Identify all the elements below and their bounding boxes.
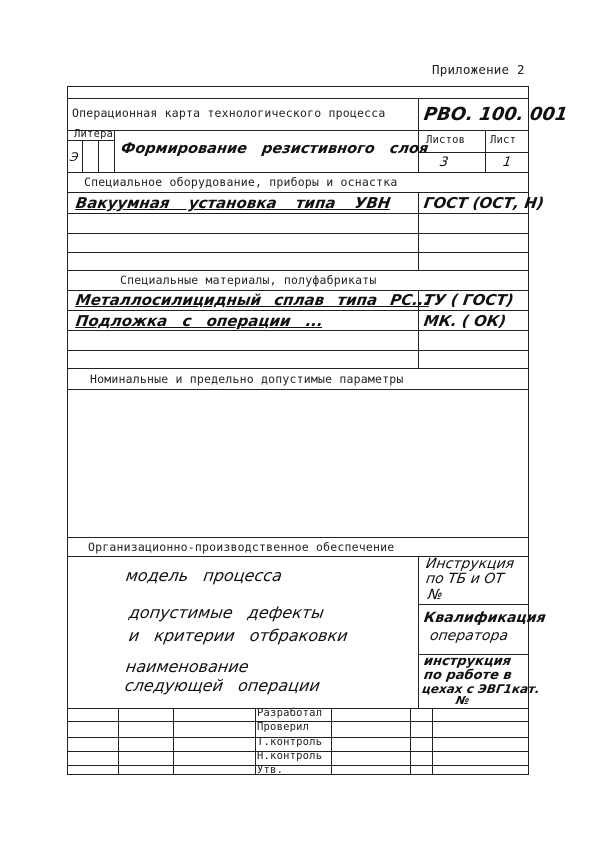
safety-instruction-3: №: [426, 587, 444, 603]
org-process-model: модель процесса: [124, 566, 284, 585]
sign-developed: Разработал: [257, 707, 323, 719]
org-next-name: наименование: [124, 657, 251, 676]
sign-norm-control: Н.контроль: [257, 750, 323, 762]
qualification-1: Квалификация: [422, 610, 547, 626]
parameters-heading: Номинальные и предельно допустимые параметры: [90, 372, 404, 386]
org-defects: допустимые дефекты: [127, 603, 326, 622]
safety-instruction-2: по ТБ и ОТ: [424, 571, 506, 587]
sign-approved: Утв.: [257, 764, 284, 776]
sheets-value: 3: [438, 155, 450, 170]
sign-checked: Проверил: [257, 721, 310, 733]
litera-value: Э: [69, 150, 80, 164]
material-doc-1: ТУ ( ГОСТ): [422, 291, 515, 309]
work-instruction-4: №: [455, 694, 471, 707]
organization-heading: Организационно-производственное обеспечение: [88, 540, 395, 554]
operation-name: Формирование резистивного слоя: [119, 141, 430, 157]
work-instruction-2: по работе в: [422, 668, 513, 683]
card-title: Операционная карта технологического процесса: [72, 106, 386, 120]
materials-heading: Специальные материалы, полуфабрикаты: [120, 273, 377, 287]
material-name-2: Подложка с операции ...: [74, 312, 325, 330]
material-name-1: Металлосилицидный сплав типа РС...: [74, 291, 431, 309]
org-next-operation: следующей операции: [123, 676, 322, 695]
equipment-doc: ГОСТ (ОСТ, Н): [422, 194, 546, 212]
sign-tech-control: Т.контроль: [257, 736, 323, 748]
qualification-2: оператора: [428, 628, 510, 644]
appendix-label: Приложение 2: [432, 62, 525, 77]
work-instruction-1: инструкция: [422, 654, 513, 669]
material-doc-2: МК. ( ОК): [422, 312, 508, 330]
equipment-heading: Специальное оборудование, приборы и оснастка: [84, 175, 398, 189]
document-code: РВО. 100. 001: [422, 104, 570, 125]
litera-label: Литера: [74, 128, 114, 140]
sheet-value: 1: [501, 155, 513, 170]
work-instruction-3: цехах с ЭВГ1кат.: [421, 682, 541, 696]
equipment-name: Вакуумная установка типа УВН: [74, 194, 392, 212]
org-criteria: и критерии отбраковки: [127, 626, 350, 645]
sheet-label: Лист: [490, 134, 517, 146]
sheets-label: Листов: [426, 134, 466, 146]
safety-instruction-1: Инструкция: [424, 556, 516, 572]
